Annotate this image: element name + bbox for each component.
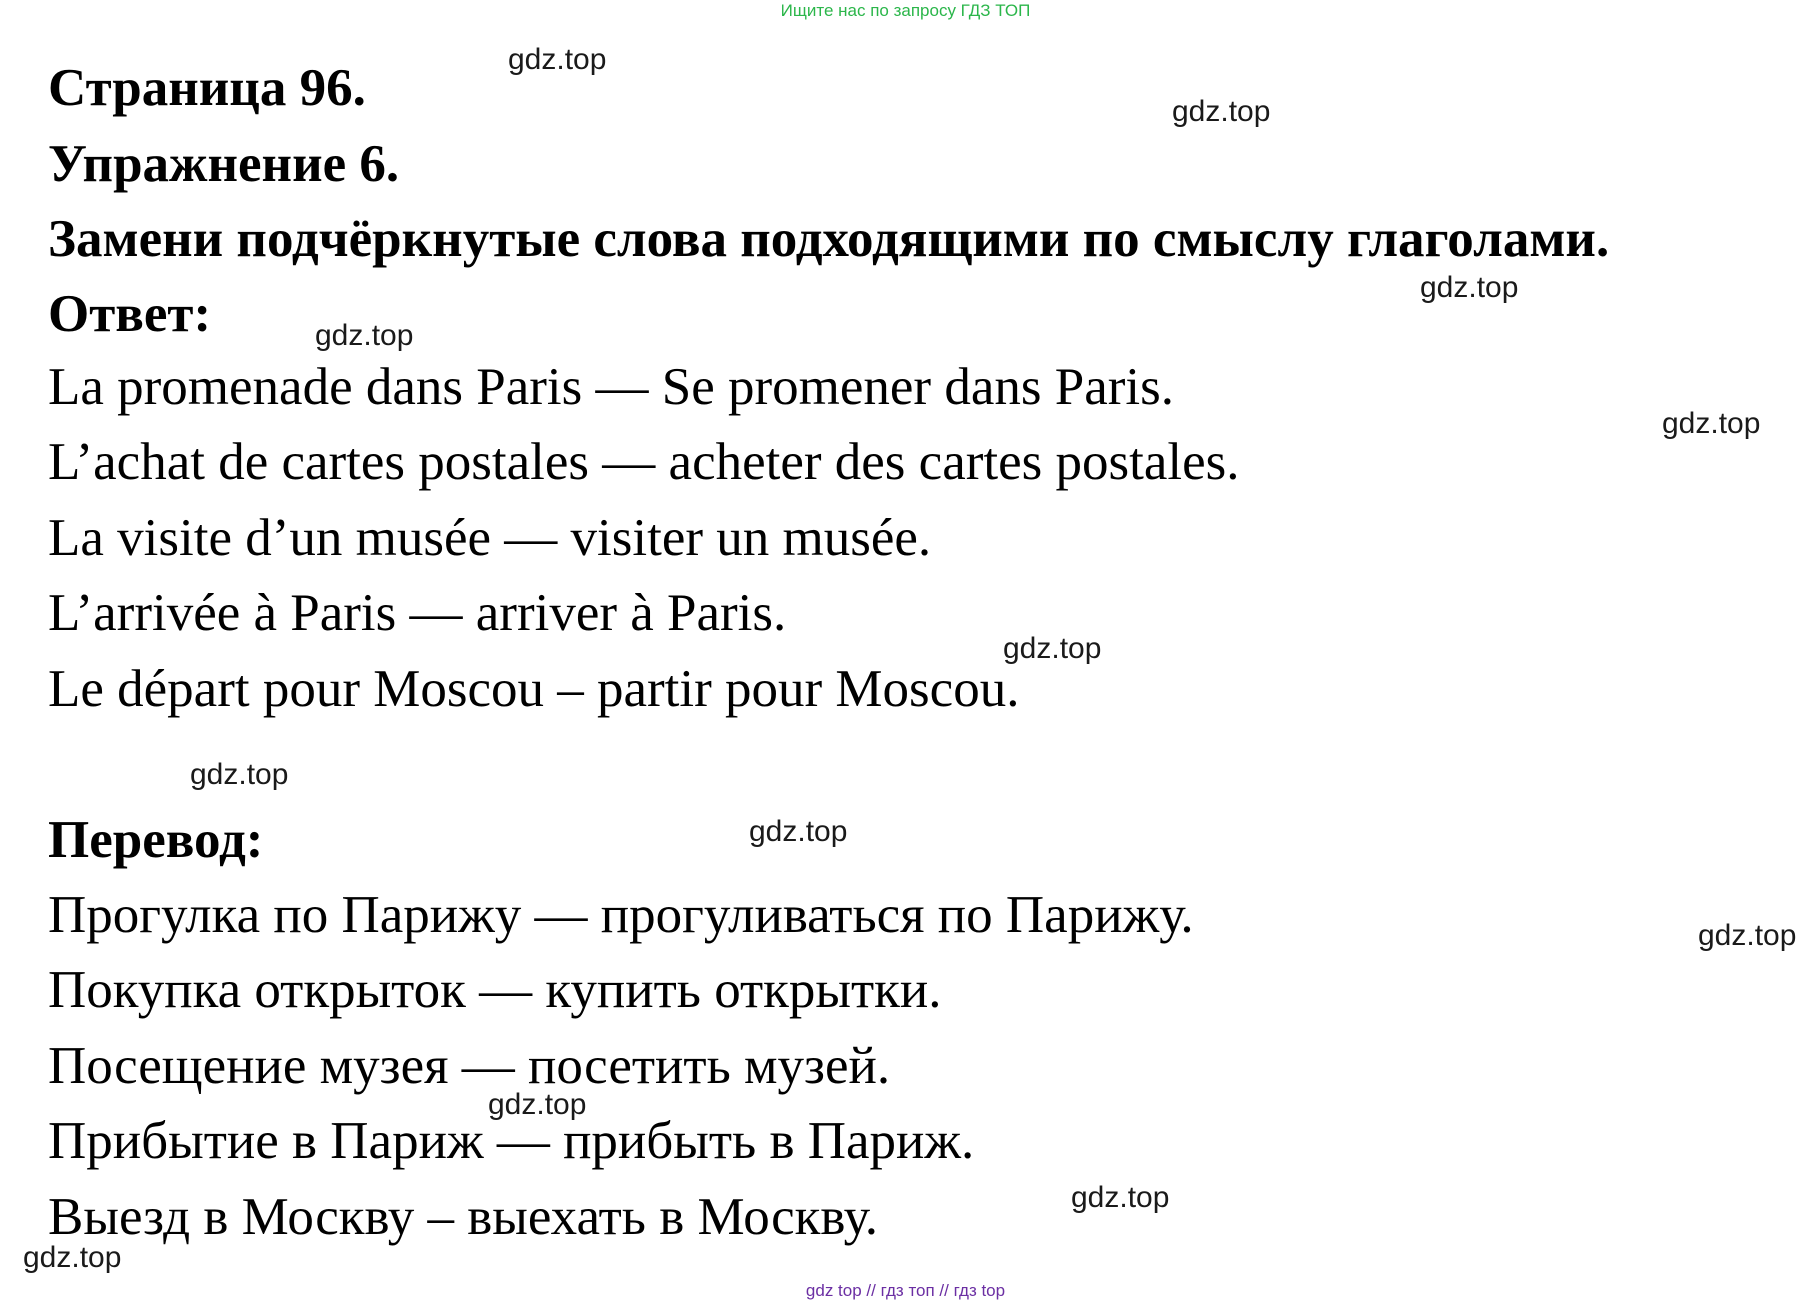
top-banner: Ищите нас по запросу ГДЗ ТОП <box>780 1 1031 20</box>
translation-line: Прибытие в Париж — прибыть в Париж. <box>48 1112 975 1170</box>
watermark: gdz.top <box>1662 407 1761 440</box>
watermark: gdz.top <box>1071 1181 1170 1214</box>
translation-heading: Перевод: <box>48 811 264 869</box>
watermark: gdz.top <box>508 43 607 76</box>
translation-line: Прогулка по Парижу — прогуливаться по Парижу. <box>48 886 1194 944</box>
exercise-heading: Упражнение 6. <box>48 135 400 193</box>
watermark: gdz.top <box>1420 271 1519 304</box>
watermark: gdz.top <box>315 319 414 352</box>
answer-heading: Ответ: <box>48 285 212 343</box>
watermark: gdz.top <box>488 1088 587 1121</box>
translation-line: Выезд в Москву – выехать в Москву. <box>48 1188 879 1246</box>
watermark: gdz.top <box>1698 919 1797 952</box>
answer-line: La promenade dans Paris — Se promener dans Paris. <box>48 358 1174 416</box>
answer-line: L’arrivée à Paris — arriver à Paris. <box>48 584 787 642</box>
page-heading: Страница 96. <box>48 59 366 117</box>
answer-line: Le départ pour Moscou – partir pour Moscou. <box>48 660 1020 718</box>
translation-line: Покупка открыток — купить открытки. <box>48 961 942 1019</box>
answer-line: La visite d’un musée — visiter un musée. <box>48 509 932 567</box>
watermark: gdz.top <box>1003 632 1102 665</box>
answer-line: L’achat de cartes postales — acheter des cartes postales. <box>48 433 1240 491</box>
watermark: gdz.top <box>1172 95 1271 128</box>
footer-watermark: gdz top // гдз топ // гдз top <box>805 1281 1006 1300</box>
watermark: gdz.top <box>749 815 848 848</box>
task-instruction: Замени подчёркнутые слова подходящими по смыслу глаголами. <box>48 210 1610 268</box>
watermark: gdz.top <box>190 758 289 791</box>
watermark: gdz.top <box>23 1241 122 1274</box>
translation-line: Посещение музея — посетить музей. <box>48 1037 891 1095</box>
